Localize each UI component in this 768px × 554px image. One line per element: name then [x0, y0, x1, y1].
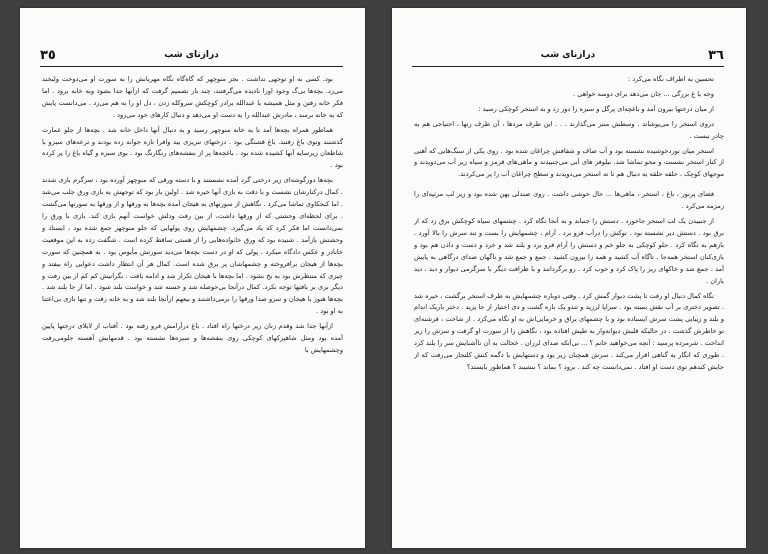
paragraph: از میان درختها بیرون آمد و باغچه‌ای پرگل و سبزه را دور زد و به استخر کوچکی رسید : — [478, 104, 714, 113]
paragraph: بچه‌ها دورگوشه‌ای زیر درختی گرد آمده نشستند و با دسته ورقی که منوچهر آورده بود ، سرگرم بازی شدند . کمال درکنارشان نشست و با دقت به بازی آنها خیره شد . اولین بار بود که توجهش به بازی ورق جلب می‌شد . اما کنجکاوی تماشا می‌کرد . نگاهش از سورتهای به هیجان آمده بچه‌ها به ورقها و از ورقها به سورتها می‌گشت . برای لحظه‌ای وحشتی که از ورقها داشت، از بین رفت ودلش خواست آنهم بازی کند. بازی با ورق را نمی‌دانست اما فکر کرد که یاد می‌گیرد. چشمهایش روی پولهایی که جلو منوچهر جمع شده بود ، ایستاد و وحشتش بازآمد . شنیده بود که ورق خانواده‌هایی را از هستی ساقط کرده است . شگفت زده به این موقعیت خانادر و عکس دادگاه میکرد . پولی که او در دست بچه‌ها می‌دید سورتش مأیوس بود . به همچنین که سورت بچه‌ها از هیجان برافروخته و چشمهاشان پر برق شده است. کمال هر آن انتظار داشت دعوایی راه بیفتد و چیزی که منتظرش بود به بخ بشود . اما بچه‌ها با هیجان تکرار شد و ادامه یافت . نگرانیش کم کم از بین رفت و دیگر بری بر بافتها توجه نکرد. کمال درآنجا بی‌حوصله شد و خسته شد و خواست بلند شود . اما از جا بلند شد . بچه‌ها هنوز با هیجان و سرو صدا ورقها را برمی‌داشتند و بیعهم ازآنجا بلند شد و به خانه رفت و تنها بازی بی‌اعتنا به او بود . — [42, 176, 343, 316]
paragraph: استخر میان نوردخوشیده نشسته بود و آب صاف و شفافش چراغان شده بود . روی یکی از سنگ‌هایی که آهنی از کنار استخر نشست و محو تماشا شد. نیلوفر های آبی می‌جنبیدند و ماهی‌های قرمز و سیاه زیر آب می‌دویدند و موجهای کوچک ، حلقه حلقه به دنبال هم تا ته استخر می‌دویدند و سطح چراغان آب را پر می‌کردند. — [414, 146, 724, 179]
paragraph: بود. کسی به او توجهی نداشت . بجز منوچهر که گاه‌گاه نگاه مهربانش را به سورت او می‌دوخت ولبخند می‌زد. بچه‌ها بی‌گ وجود اورا نادیده می‌گرفتند، چند بار تصمیم گرفت که ازآنها جدا بشود وبه خانه برود . اما فکر خانه رفتن و مثل همیشه با عبدالله برادر کوچکش سروکله زدن ، دل او را به هم می‌زد . می‌دانست پایش که به خانه برسد ، مادرش عبدالله را به دست او می‌دهد و دنبال کارهای خود می‌رود . — [42, 75, 343, 119]
page-body — [42, 74, 343, 532]
page-number: ٣٦ — [708, 48, 724, 63]
paragraph: از جنبیدن یک لب استخر جاخورد . دستش را جنباند و به آنجا نگاه کرد . چشمهای سیاه کوچکش برق زد که از برق بود . دستش دیر نشسته بود . توکش را درآب فرو برد . آرام ، چشمهایش را بست و تند سرش را بالا آورد . بازهم به نگاه کرد . جلو کوچکی به جلو خم و دستش را آرام فرو برد و بلند شد و خرد و دست و دادن هم بود و بازی‌کنان استخر همه‌جا . تاگاه آب کشید و همه را بیرون کشید . جمع و جمع شد و ناگهان صدای درگاهی به پایش آمد ، جمع شد و خاکهای ریز را پاک کرد و خوب کرد . رو برگردانند و با ظرافت دیگر با سرگرمی دیوار و دید ، دید باران . — [414, 217, 724, 285]
page-header — [412, 50, 724, 67]
paragraph: دروی استخر را می‌پوشاند . وسطش منبر می‌گذارند . . . این طرف مردها ، آن طرف زنها ، احتیاجی هم به چادر نیست . — [414, 119, 724, 140]
page-number: ٣٥ — [40, 48, 56, 63]
paragraph: نگاه کمال دنبال او رفت تا پشت دیوار گمش کرد . وقتی دوباره چشمهایش به طرف استخر برگشت ، خیره شد . تصویر دختری بر آب نقش بسته بود . سراپا لرزید و تندو یک باره گشت و دی اختیار از جا پرید . دختر باریک اندام و بلند و زیبایی پشت سرش ایستاده بود و با چشمهای براق و خرمایی‌اش به او نگاه می‌کرد . از شاخت ، فرشته‌ای تو خاطرش گذشت . در حالیکه قلبش دیوانه‌وار به طپش افتاده بود ، نگاهش را از سورت او گرفت و سرش را زیر انداخت . شرمزده پرسید : آنچه می‌خواهید خانم ؟ ... بی‌آنکه صدای لرزان . خجالت به آن ناآشنایش سر را بلند کرد . طوری که انگار به گناهی اقرار می‌کند . سرش همچنان زیر بود و دستهایش با دگمه کتش کلنجار می‌رفت که از جایش کندهم توی دست او افتاد . نمی‌دانست چه کند . برود ؟ بماند ؟ بنشیند ؟ هماطور بایستد؟ — [414, 291, 724, 371]
right-page — [392, 8, 746, 548]
running-title: درازنای شب — [164, 50, 219, 60]
left-page — [20, 8, 365, 548]
paragraph: ازآنها جدا شد وقدم زنان زیر درختها راه افتاد . باغ درآرامش فرو رفته بود . آفتاب از لابلای درختها پایین آمده بود ومثل شاهپرکهای کوچکی روی بنفشه‌ها و سبزه‌ها نشسته بود . قدمهایش آهسته جلومی‌رفت وچشمهایش با — [42, 322, 343, 354]
paragraph: وجه با غ بزرگی ... جان می‌دهد برای دوسه خواهی . — [573, 89, 714, 98]
page-header — [40, 50, 343, 67]
paragraph: هماطور همراه بچه‌ها آمد تا به خانه منوچهر رسید و به دنبال آنها داخل خانه شد . بچه‌ها از جلو عمارت گذشتند وتوی باغ رفتند. باغ قشنگی بود . درختهای تبریزی بید وافرا تازه جوانه زده بودند و ترعه‌های سبزو با شاطعان زیرسایه آنها کشیده شده بود . باغچه‌ها پر از بنفشه‌های رنگارنگ بود . بوی سبزه و گیاه باغ را پر کرده بود . — [42, 125, 343, 170]
paragraph: فضای پرنور ، باغ ، استخر ، ماهی‌ها ... حال خوشی داشت . روی صندلی پهن شده بود و زیر لب مرثیه‌ای را زمزمه می‌کرد . — [414, 190, 724, 211]
page-body — [414, 74, 724, 532]
paragraph: تحسین به اطراف نگاه می‌کرد : — [627, 75, 714, 83]
running-title: درازنای شب — [540, 50, 596, 60]
